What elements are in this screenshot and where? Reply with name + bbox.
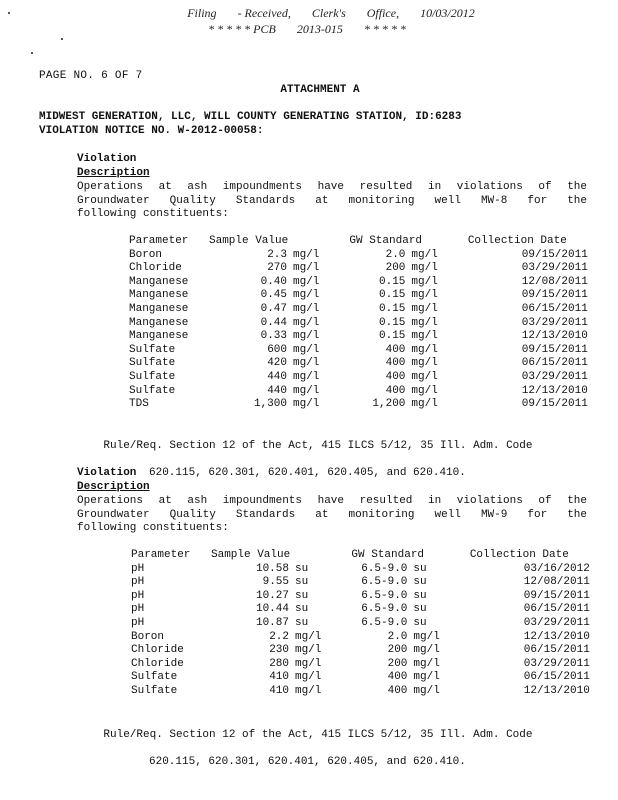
- gw-standard-unit-cell: mg/l: [413, 684, 440, 697]
- sample-value-cell: 1,300: [253, 398, 287, 411]
- parameter-cell: Sulfate: [131, 671, 178, 684]
- column-header-sample-value: Sample Value: [209, 235, 289, 247]
- collection-date-cell: 03/29/2011: [523, 616, 590, 629]
- gw-standard-cell: 6.5-9.0: [361, 562, 408, 575]
- sample-value-cell: 10.58: [255, 562, 289, 575]
- description-label: Description: [77, 481, 150, 493]
- parameter-cell: Sulfate: [129, 384, 176, 397]
- sample-value-cell: 410: [269, 684, 289, 697]
- table-header-row: [129, 235, 588, 249]
- gw-standard-unit-cell: mg/l: [413, 671, 440, 684]
- sample-unit-cell: su: [295, 616, 309, 629]
- parameter-cell: Sulfate: [129, 370, 176, 383]
- stamp-office: Office,: [366, 6, 400, 20]
- gw-standard-cell: 6.5-9.0: [361, 603, 408, 616]
- sample-unit-cell: mg/l: [293, 357, 320, 370]
- table-row: [129, 303, 588, 317]
- parameter-cell: TDS: [129, 398, 149, 411]
- page-number: PAGE NO. 6 OF 7: [39, 70, 143, 82]
- sample-value-cell: 280: [269, 657, 289, 670]
- column-header-parameter: Parameter: [131, 549, 191, 561]
- sample-unit-cell: mg/l: [293, 330, 320, 343]
- gw-standard-cell: 400: [385, 370, 406, 383]
- table-body: [131, 563, 590, 699]
- stamp-pcb-suffix: * * * * *: [363, 22, 406, 36]
- collection-date-cell: 09/15/2011: [523, 589, 590, 602]
- sample-value-cell: 0.44: [260, 316, 287, 329]
- sample-unit-cell: su: [295, 589, 309, 602]
- collection-date-cell: 03/29/2011: [521, 370, 588, 383]
- parameter-cell: Manganese: [129, 289, 189, 302]
- collection-date-cell: 12/13/2010: [521, 330, 588, 343]
- violation-label: Violation: [77, 153, 137, 165]
- violation-notice-number: VIOLATION NOTICE NO. W-2012-00058:: [39, 125, 264, 137]
- gw-standard-cell: 200: [385, 262, 406, 275]
- table-row: [131, 576, 590, 590]
- gw-standard-cell: 0.15: [379, 316, 406, 329]
- gw-standard-unit-cell: mg/l: [413, 644, 440, 657]
- parameter-cell: Manganese: [129, 330, 189, 343]
- scan-speck: [61, 38, 63, 40]
- sample-value-cell: 2.2: [269, 630, 289, 643]
- parameter-cell: Sulfate: [129, 357, 176, 370]
- stamp-clerks: Clerk's: [311, 6, 346, 20]
- collection-date-cell: 12/13/2010: [523, 684, 590, 697]
- gw-standard-cell: 200: [387, 644, 408, 657]
- rule-line-1: Rule/Req. Section 12 of the Act, 415 ILCS 5/12, 35 Ill. Adm. Code: [103, 439, 533, 452]
- gw-standard-cell: 6.5-9.0: [361, 589, 408, 602]
- gw-standard-unit-cell: su: [413, 616, 427, 629]
- table-row: [129, 276, 588, 290]
- gw-standard-unit-cell: mg/l: [411, 370, 438, 383]
- sample-value-cell: 10.87: [255, 616, 289, 629]
- parameter-cell: Chloride: [131, 657, 184, 670]
- violation-label: Violation: [77, 467, 137, 479]
- description-label: Description: [77, 167, 150, 179]
- collection-date-cell: 03/29/2011: [521, 262, 588, 275]
- stamp-received: - Received,: [237, 6, 291, 20]
- gw-standard-unit-cell: mg/l: [411, 262, 438, 275]
- constituents-table: [131, 549, 590, 699]
- sample-unit-cell: mg/l: [293, 316, 320, 329]
- stamp-pcb-number: 2013-015: [296, 22, 343, 36]
- sample-value-cell: 0.33: [260, 330, 287, 343]
- scan-speck: [31, 52, 33, 54]
- stamp-filing: Filing: [187, 6, 217, 20]
- sample-value-cell: 440: [267, 370, 287, 383]
- parameter-cell: Sulfate: [131, 684, 178, 697]
- collection-date-cell: 09/15/2011: [521, 248, 588, 261]
- sample-value-cell: 9.55: [262, 576, 289, 589]
- table-row: [129, 344, 588, 358]
- sample-unit-cell: mg/l: [293, 262, 320, 275]
- sample-unit-cell: mg/l: [293, 398, 320, 411]
- gw-standard-unit-cell: mg/l: [411, 330, 438, 343]
- parameter-cell: Sulfate: [129, 343, 176, 356]
- gw-standard-unit-cell: su: [413, 589, 427, 602]
- table-row: [131, 603, 590, 617]
- parameter-cell: Chloride: [131, 644, 184, 657]
- sample-unit-cell: mg/l: [293, 289, 320, 302]
- column-header-sample-value: Sample Value: [211, 549, 291, 561]
- stamp-date: 10/03/2012: [420, 6, 475, 20]
- parameter-cell: pH: [131, 589, 145, 602]
- table-row: [131, 631, 590, 645]
- sample-value-cell: 10.44: [255, 603, 289, 616]
- table-row: [129, 371, 588, 385]
- table-header-row: [131, 549, 590, 563]
- rule-line-1: Rule/Req. Section 12 of the Act, 415 ILCS 5/12, 35 Ill. Adm. Code: [103, 728, 533, 741]
- facility-header: MIDWEST GENERATION, LLC, WILL COUNTY GENERATING STATION, ID:6283: [39, 111, 462, 123]
- sample-unit-cell: mg/l: [295, 644, 322, 657]
- table-row: [131, 671, 590, 685]
- stamp-pcb-prefix: * * * * * PCB: [208, 22, 276, 36]
- parameter-cell: Chloride: [129, 262, 182, 275]
- parameter-cell: Manganese: [129, 302, 189, 315]
- sample-unit-cell: mg/l: [295, 657, 322, 670]
- filing-stamp-line-1: [22, 6, 618, 21]
- gw-standard-cell: 400: [387, 684, 408, 697]
- column-header-gw-standard: GW Standard: [349, 235, 423, 247]
- rule-requirement: [77, 715, 597, 797]
- gw-standard-cell: 400: [387, 671, 408, 684]
- sample-value-cell: 10.27: [255, 589, 289, 602]
- collection-date-cell: 12/13/2010: [523, 630, 590, 643]
- gw-standard-cell: 0.15: [379, 330, 406, 343]
- sample-value-cell: 440: [267, 384, 287, 397]
- gw-standard-cell: 2.0: [385, 248, 406, 261]
- table-row: [131, 644, 590, 658]
- sample-value-cell: 270: [267, 262, 287, 275]
- table-row: [129, 249, 588, 263]
- table-row: [129, 289, 588, 303]
- sample-unit-cell: mg/l: [293, 302, 320, 315]
- column-header-collection-date: Collection Date: [469, 549, 569, 561]
- gw-standard-unit-cell: mg/l: [413, 630, 440, 643]
- sample-value-cell: 600: [267, 343, 287, 356]
- gw-standard-cell: 400: [385, 384, 406, 397]
- description-line: following constituents:: [77, 208, 229, 221]
- gw-standard-unit-cell: mg/l: [411, 343, 438, 356]
- sample-unit-cell: su: [295, 562, 309, 575]
- collection-date-cell: 06/15/2011: [523, 644, 590, 657]
- scan-speck: [8, 12, 10, 14]
- column-header-collection-date: Collection Date: [467, 235, 567, 247]
- collection-date-cell: 03/29/2011: [523, 657, 590, 670]
- sample-unit-cell: su: [295, 576, 309, 589]
- gw-standard-cell: 0.15: [379, 275, 406, 288]
- sample-unit-cell: mg/l: [295, 630, 322, 643]
- sample-unit-cell: mg/l: [293, 343, 320, 356]
- gw-standard-unit-cell: su: [413, 603, 427, 616]
- gw-standard-unit-cell: mg/l: [411, 275, 438, 288]
- parameter-cell: Manganese: [129, 275, 189, 288]
- gw-standard-unit-cell: mg/l: [411, 357, 438, 370]
- table-row: [131, 617, 590, 631]
- table-row: [129, 357, 588, 371]
- gw-standard-unit-cell: mg/l: [411, 248, 438, 261]
- sample-value-cell: 230: [269, 644, 289, 657]
- table-row: [129, 330, 588, 344]
- sample-unit-cell: mg/l: [295, 684, 322, 697]
- parameter-cell: pH: [131, 603, 145, 616]
- description-line: Operations at ash impoundments have resulted in violations of the: [77, 181, 587, 193]
- sample-unit-cell: mg/l: [295, 671, 322, 684]
- gw-standard-cell: 400: [385, 357, 406, 370]
- gw-standard-cell: 200: [387, 657, 408, 670]
- table-row: [129, 385, 588, 399]
- sample-value-cell: 420: [267, 357, 287, 370]
- collection-date-cell: 12/08/2011: [521, 275, 588, 288]
- collection-date-cell: 09/15/2011: [521, 343, 588, 356]
- sample-value-cell: 410: [269, 671, 289, 684]
- table-row: [129, 262, 588, 276]
- collection-date-cell: 12/08/2011: [523, 576, 590, 589]
- collection-date-cell: 09/15/2011: [521, 398, 588, 411]
- gw-standard-cell: 1,200: [372, 398, 406, 411]
- table-row: [129, 317, 588, 331]
- sample-unit-cell: mg/l: [293, 384, 320, 397]
- sample-unit-cell: su: [295, 603, 309, 616]
- gw-standard-unit-cell: mg/l: [411, 302, 438, 315]
- sample-unit-cell: mg/l: [293, 370, 320, 383]
- description-text: [77, 495, 587, 536]
- collection-date-cell: 03/16/2012: [523, 562, 590, 575]
- attachment-title: ATTACHMENT A: [280, 84, 360, 96]
- table-row: [131, 563, 590, 577]
- rule-line-2: 620.115, 620.301, 620.401, 620.405, and 620.410.: [149, 466, 466, 479]
- parameter-cell: Boron: [131, 630, 165, 643]
- gw-standard-cell: 6.5-9.0: [361, 576, 408, 589]
- parameter-cell: Boron: [129, 248, 163, 261]
- gw-standard-cell: 400: [385, 343, 406, 356]
- rule-line-2: 620.115, 620.301, 620.401, 620.405, and 620.410.: [149, 755, 466, 768]
- description-line: Operations at ash impoundments have resulted in violations of the: [77, 495, 587, 507]
- column-header-parameter: Parameter: [129, 235, 189, 247]
- sample-value-cell: 0.45: [260, 289, 287, 302]
- gw-standard-unit-cell: su: [413, 562, 427, 575]
- parameter-cell: Manganese: [129, 316, 189, 329]
- table-row: [131, 685, 590, 699]
- parameter-cell: pH: [131, 576, 145, 589]
- table-row: [129, 398, 588, 412]
- sample-value-cell: 0.40: [260, 275, 287, 288]
- table-row: [131, 590, 590, 604]
- gw-standard-cell: 2.0: [387, 630, 408, 643]
- sample-unit-cell: mg/l: [293, 248, 320, 261]
- description-text: [77, 181, 587, 222]
- gw-standard-cell: 6.5-9.0: [361, 616, 408, 629]
- gw-standard-unit-cell: mg/l: [411, 398, 438, 411]
- sample-value-cell: 0.47: [260, 302, 287, 315]
- gw-standard-unit-cell: mg/l: [411, 289, 438, 302]
- collection-date-cell: 09/15/2011: [521, 289, 588, 302]
- collection-date-cell: 03/29/2011: [521, 316, 588, 329]
- gw-standard-cell: 0.15: [379, 289, 406, 302]
- column-header-gw-standard: GW Standard: [351, 549, 425, 561]
- sample-unit-cell: mg/l: [293, 275, 320, 288]
- table-body: [129, 249, 588, 412]
- collection-date-cell: 12/13/2010: [521, 384, 588, 397]
- gw-standard-cell: 0.15: [379, 302, 406, 315]
- gw-standard-unit-cell: mg/l: [413, 657, 440, 670]
- parameter-cell: pH: [131, 616, 145, 629]
- table-row: [131, 658, 590, 672]
- collection-date-cell: 06/15/2011: [523, 603, 590, 616]
- description-line: Groundwater Quality Standards at monitoring well MW-8 for the: [77, 194, 587, 207]
- parameter-cell: pH: [131, 562, 145, 575]
- gw-standard-unit-cell: mg/l: [411, 316, 438, 329]
- filing-stamp-line-2: [0, 22, 616, 37]
- sample-value-cell: 2.3: [267, 248, 287, 261]
- description-line: following constituents:: [77, 522, 229, 535]
- gw-standard-unit-cell: su: [413, 576, 427, 589]
- description-line: Groundwater Quality Standards at monitoring well MW-9 for the: [77, 508, 587, 521]
- collection-date-cell: 06/15/2011: [523, 671, 590, 684]
- collection-date-cell: 06/15/2011: [521, 357, 588, 370]
- gw-standard-unit-cell: mg/l: [411, 384, 438, 397]
- constituents-table: [129, 235, 588, 412]
- collection-date-cell: 06/15/2011: [521, 302, 588, 315]
